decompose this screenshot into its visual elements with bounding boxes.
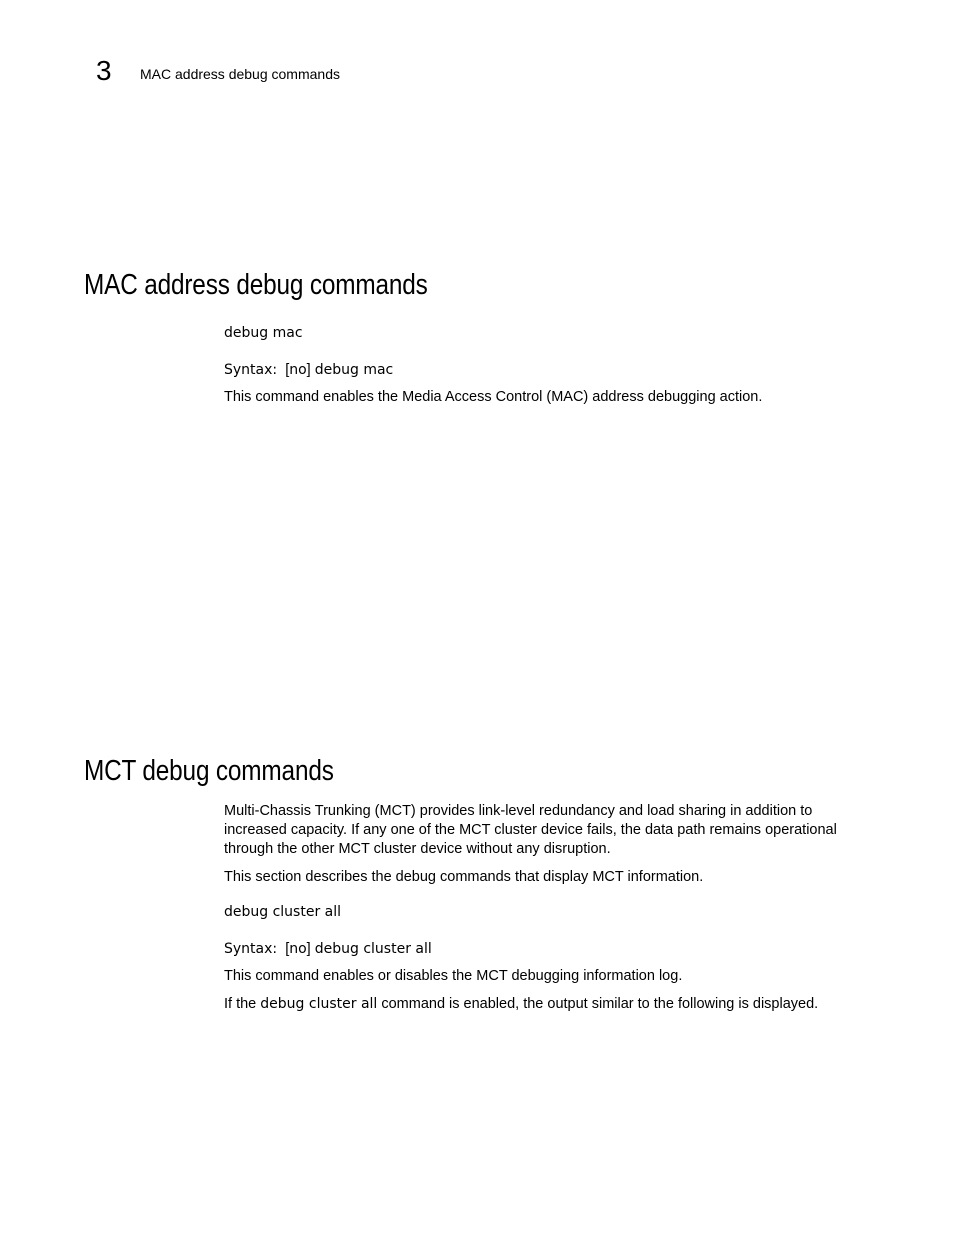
mac-syntax-no-keyword: no (289, 362, 307, 378)
mac-syntax-label: Syntax: (224, 362, 278, 378)
mac-section-heading: MAC address debug commands (84, 269, 428, 301)
mct-syntax-no-keyword: no (289, 941, 307, 957)
mac-command-name (224, 324, 864, 343)
mct-description-text: This command enables or disables the MCT debugging information log. (224, 968, 683, 984)
running-header-title: MAC address debug commands (140, 66, 340, 82)
mct-intro-line-2: increased capacity. If any one of the MCT cluster device fails, the data path remains operational (224, 822, 837, 838)
mct-output-note (224, 995, 864, 1014)
mct-command-name (224, 903, 864, 922)
mct-syntax-close-bracket: ] (306, 941, 311, 957)
mct-syntax-command: debug cluster all (314, 941, 432, 957)
chapter-number: 3 (96, 55, 112, 86)
mct-syntax-line (224, 940, 864, 959)
mac-syntax-line (224, 361, 864, 380)
mct-description (224, 967, 864, 986)
mct-command-text: debug cluster all (224, 904, 342, 920)
mct-syntax-label: Syntax: (224, 941, 278, 957)
mct-intro-line-1: Multi-Chassis Trunking (MCT) provides link-level redundancy and load sharing in addition to (224, 803, 813, 819)
mac-command-text: debug mac (224, 325, 303, 341)
mac-description-text: This command enables the Media Access Control (MAC) address debugging action. (224, 389, 763, 405)
mac-syntax-command: debug mac (314, 362, 394, 378)
mct-intro-line-3: through the other MCT cluster device without any disruption. (224, 841, 611, 857)
mct-section-description-text: This section describes the debug commands that display MCT information. (224, 869, 704, 885)
mac-description (224, 388, 864, 407)
mct-output-prefix: If the (224, 996, 257, 1012)
mct-section-heading: MCT debug commands (84, 755, 334, 787)
mct-intro-paragraph (224, 802, 864, 859)
mac-syntax-close-bracket: ] (306, 362, 311, 378)
mct-section-description (224, 868, 864, 887)
mac-syntax-open-bracket: [ (285, 362, 290, 378)
mct-output-command: debug cluster all (260, 996, 378, 1012)
mct-output-suffix: command is enabled, the output similar to the following is displayed. (381, 996, 819, 1012)
mct-syntax-open-bracket: [ (285, 941, 290, 957)
